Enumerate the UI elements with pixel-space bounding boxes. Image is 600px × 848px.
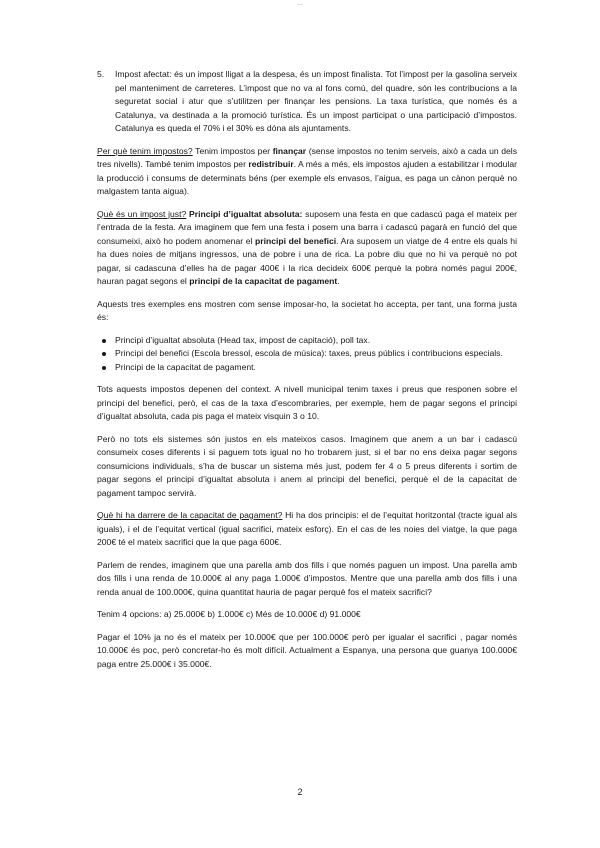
why-taxes-bold-1: finançar [272, 145, 307, 156]
context-paragraph: Tots aquests impostos depenen del context. A nivell municipal tenim taxes i preus que responen sobre el principi del benefici, però, el cas de la taxa d’escombraries, per exemple, hem de pagar segons el principi d’igualtat absoluta, cada pis paga el mateix visquin 3 o 10. [97, 384, 517, 421]
item-5-number: 5. [97, 69, 105, 79]
list-item-text: Principi del benefici (Escola bressol, escola de música): taxes, preus públics i contribucions especials. [115, 348, 503, 358]
fair-tax-bold-2: principi del benefici [255, 235, 337, 246]
examples-paragraph: Aquests tres exemples ens mostren com sense imposar-ho, la societat ho accepta, per tant, una forma justa és: [97, 298, 517, 322]
fair-tax-question: Què és un impost just? [97, 208, 187, 219]
why-taxes-text-3: . A més a més, els impostos ajuden a estabilitzar i modular la producció i consums de determinats béns (per exemple els envasos, l’aigua, es paga un cànon perquè no malgastem tanta aigua). [97, 159, 517, 196]
fair-tax-text-2: . Ara suposem un viatge de 4 entre els quals hi ha dues noies de mitjans ingressos, una de pobre i una de rica. La pobre diu que no hi va perquè no pot pagar, si cadascuna d’elles ha de pagar 400€ i la rica decideix 600€ perquè la pobra només pagui 200€, hauran pagat segons el [97, 235, 517, 286]
item-5-paragraph [97, 68, 517, 136]
why-taxes-text-2: (sense impostos no tenim serveis, això a cada un dels tres nivells). També tenim impostos per [97, 145, 517, 169]
behind-capacity-paragraph [97, 509, 517, 550]
page-number: 2 [297, 787, 303, 797]
list-item [97, 347, 517, 361]
bullet-icon [102, 366, 106, 370]
document-body [97, 68, 517, 680]
bullet-icon [102, 339, 106, 343]
fair-tax-paragraph [97, 208, 517, 289]
behind-capacity-question: Què hi ha darrere de la capacitat de pagament? [97, 510, 283, 520]
options-paragraph: Tenim 4 opcions: a) 25.000€ b) 1.000€ c) Més de 10.000€ d) 91.000€ [97, 609, 361, 619]
fair-tax-bold-1: Principi d’igualtat absoluta: [186, 208, 303, 219]
principles-list [97, 334, 517, 375]
why-taxes-bold-2: redistribuir [248, 159, 294, 169]
header-mark: … [297, 1, 303, 7]
income-paragraph: Parlem de rendes, imaginem que una parella amb dos fills i que només paguen un impost. Una parella amb dos fills i una renda de 10.000€ al any paga 1.000€ d’impostos. Mentre que una parella amb dos fills i una renda anual de 100.000€, quina quantitat hauria de pagar perquè fos el mateix sacrifici? [97, 559, 517, 597]
fair-tax-text-3: . [337, 276, 340, 286]
list-item [97, 334, 517, 348]
behind-capacity-text: Hi ha dos principis: el de l’equitat horitzontal (tracte igual als iguals), i el de l’equitat vertical (igual sacrifici, mateix esforç). En el cas de les noies del viatge, la que paga 200€ té el mateix sacrifici que la que paga 600€. [97, 510, 518, 547]
why-taxes-question: Per què tenim impostos? [97, 145, 193, 156]
fair-tax-text-1: suposem una festa en que cadascú paga el mateix per l’entrada de la festa. Ara imaginem que fem una festa i posem una barra i cadascú pagarà en funció del que consumeixi, això ho podem anomenar el [97, 208, 517, 246]
list-item-text: Principi d’igualtat absoluta (Head tax, impost de capitació), poll tax. [115, 334, 371, 345]
fair-tax-bold-3: principi de la capacitat de pagament [189, 276, 338, 286]
list-item [97, 361, 517, 375]
why-taxes-text-1: Tenim impostos per [192, 145, 273, 156]
item-5-title: Impost afectat: [115, 69, 172, 79]
systems-paragraph: Però no tots els sistemes són justos en els mateixos casos. Imaginem que anem a un bar i cadascú consumeix coses diferents i si paguem tots igual no ho trobarem just, si el bar no ens deixa pagar segons consumicions individuals, s’ha de buscar un sistema més just, podem fer 4 o 5 preus diferents i sortim de pagar segons el principi d’igualtat absoluta i anem al principi del benefici, perquè el de la capacitat de pagament tampoc servirà. [97, 433, 517, 498]
list-item-text: Principi de la capacitat de pagament. [115, 361, 256, 372]
bullet-icon [102, 352, 106, 356]
why-taxes-paragraph [97, 145, 517, 199]
payment-paragraph: Pagar el 10% ja no és el mateix per 10.000€ que per 100.000€ però per igualar el sacrifici , pagar només 10.000€ és poc, però concretar-ho és molt difícil. Actualment a Espanya, una persona que guanya 100.000€ paga entre 25.000€ i 35.000€. [97, 631, 517, 669]
item-5-text: és un impost lligat a la despesa, és un impost finalista. Tot l’impost per la gasolina serveix pel manteniment de carreteres. L’impost que no va al fons comú, del quadre, són les contribucions a la seguretat social i atur que s’utilitzen per finançar les pensions. La taxa turística, que només és a Catalunya, va destinada a la promoció turística. És un impost participat o una participació d’impostos. Catalunya es queda el 70% i el 30% es dóna als ajuntaments. [115, 69, 517, 133]
